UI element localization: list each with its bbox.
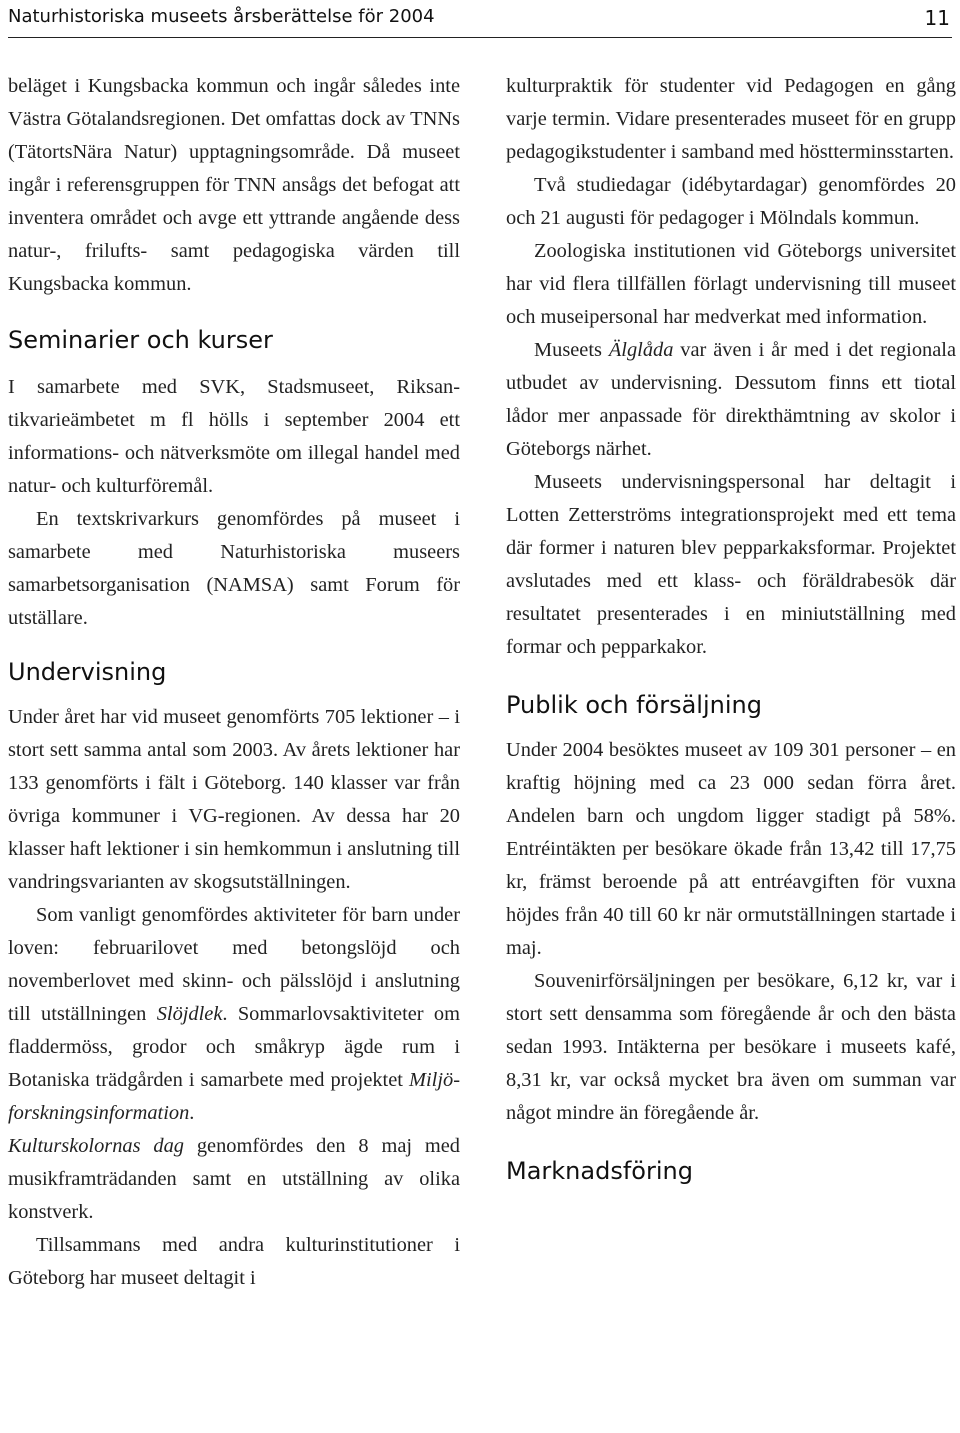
paragraph: Tillsammans med andra kulturinstitutioner i Göteborg har museet deltagit i: [8, 1234, 460, 1289]
page-header: [8, 0, 952, 38]
paragraph: I samarbete med SVK, Stadsmuseet, Riksantikvarieämbetet m fl hölls i september 2004 ett informations- och nätverksmöte om illegal handel med natur- och kulturföremål.: [8, 376, 460, 497]
left-column: [8, 70, 460, 1295]
section-heading-seminars: Seminarier och kurser: [8, 326, 273, 354]
paragraph: [8, 1130, 460, 1229]
paragraph: kulturpraktik för studenter vid Pedagogen en gång varje termin. Vidare presenterades museet för en grupp pedagogikstudenter i samband med höstterminsstarten.: [506, 75, 956, 163]
product-name: Älglåda: [608, 339, 674, 361]
project-name: Miljöforskningsinformation: [8, 1069, 460, 1124]
document-title: Naturhistoriska museets årsberättelse för 2004: [8, 6, 435, 27]
text-run: Som vanligt genomfördes aktiviteter för barn under loven: februarilovet med betongslöjd och novemberlovet med skinn- och pälsslöjd i anslutning till utställningen: [8, 904, 460, 1025]
paragraph: [8, 899, 460, 1130]
text-run: genomfördes den 8 maj med musikframträdanden samt en utställning av olika konstverk.: [8, 1135, 460, 1223]
text-run: . Sommarlovsaktiviteter om fladdermöss, grodor och småkryp ägde rum i Botaniska trädgården i samarbete med projektet: [8, 1003, 460, 1091]
paragraph: [506, 334, 956, 466]
section-heading-public: Publik och försäljning: [506, 691, 762, 719]
paragraph: Under 2004 besöktes museet av 109 301 personer – en kraftig höjning med ca 23 000 sedan förra året. Andelen barn och ungdom ligger stadigt på 58%. Entréintäkten per besökare ökade från 13,42 till 17,75 kr, främst beroende på att entréavgiften för vuxna höjdes från 40 till 60 kr när ormutställningen startade i maj.: [506, 739, 956, 959]
text-run: var även i år med i det regionala utbudet av undervisning. Dessutom finns ett tiotal lådor mer anpassade för direkthämtning av skolor i Göteborgs närhet.: [506, 339, 956, 460]
paragraph: Två studiedagar (idébytardagar) genomfördes 20 och 21 augusti för pedagoger i Mölndals kommun.: [506, 174, 956, 229]
section-heading-teaching: Undervisning: [8, 658, 167, 686]
paragraph: Souvenirförsäljningen per besökare, 6,12 kr, var i stort sett densamma som föregående år och den bästa sedan 1993. Intäkterna per besökare i museets kafé, 8,31 kr, var också mycket bra även om summan var något mindre än föregående år.: [506, 970, 956, 1124]
paragraph: beläget i Kungsbacka kommun och ingår således inte Västra Götalandsregionen. Det omfattas dock av TNNs (TätortsNära Natur) upptagningsområde. Då museet ingår i referensgruppen för TNN ansågs det befogat att inventera området och avge ett yttrande angående dess natur-, frilufts- samt pedagogiska värden till Kungsbacka kommun.: [8, 75, 460, 295]
event-name: Kulturskolornas dag: [8, 1135, 184, 1157]
exhibition-name: Slöjdlek: [156, 1003, 223, 1025]
text-run: Museets: [534, 339, 609, 361]
paragraph: Museets undervisningspersonal har deltagit i Lotten Zetterströms integrationsprojekt med ett tema där former i naturen blev pepparkaksformar. Projektet avslutades med ett klass- och föräldrabesök där resultatet presenterades i en miniutställning med formar och pepparkakor.: [506, 471, 956, 658]
text-run: .: [189, 1102, 195, 1124]
paragraph: Zoologiska institutionen vid Göteborgs universitet har vid flera tillfällen förlagt undervisning till museet och museipersonal har medverkat med information.: [506, 240, 956, 328]
paragraph: En textskrivarkurs genomfördes på museet i samarbete med Naturhistoriska museers samarbetsorganisation (NAMSA) samt Forum för utställare.: [8, 508, 460, 629]
right-column: [506, 70, 956, 1200]
section-heading-marketing: Marknadsföring: [506, 1157, 693, 1185]
paragraph: Under året har vid museet genomförts 705 lektioner – i stort sett samma antal som 2003. Av årets lektioner har 133 genomförts i fält i Göteborg. 140 klasser var från övriga kommuner i VG-regionen. Av dessa har 20 klasser haft lektioner i sin hemkommun i anslutning till vandringsvarianten av skogsutställningen.: [8, 706, 460, 893]
page-number: 11: [924, 6, 950, 30]
